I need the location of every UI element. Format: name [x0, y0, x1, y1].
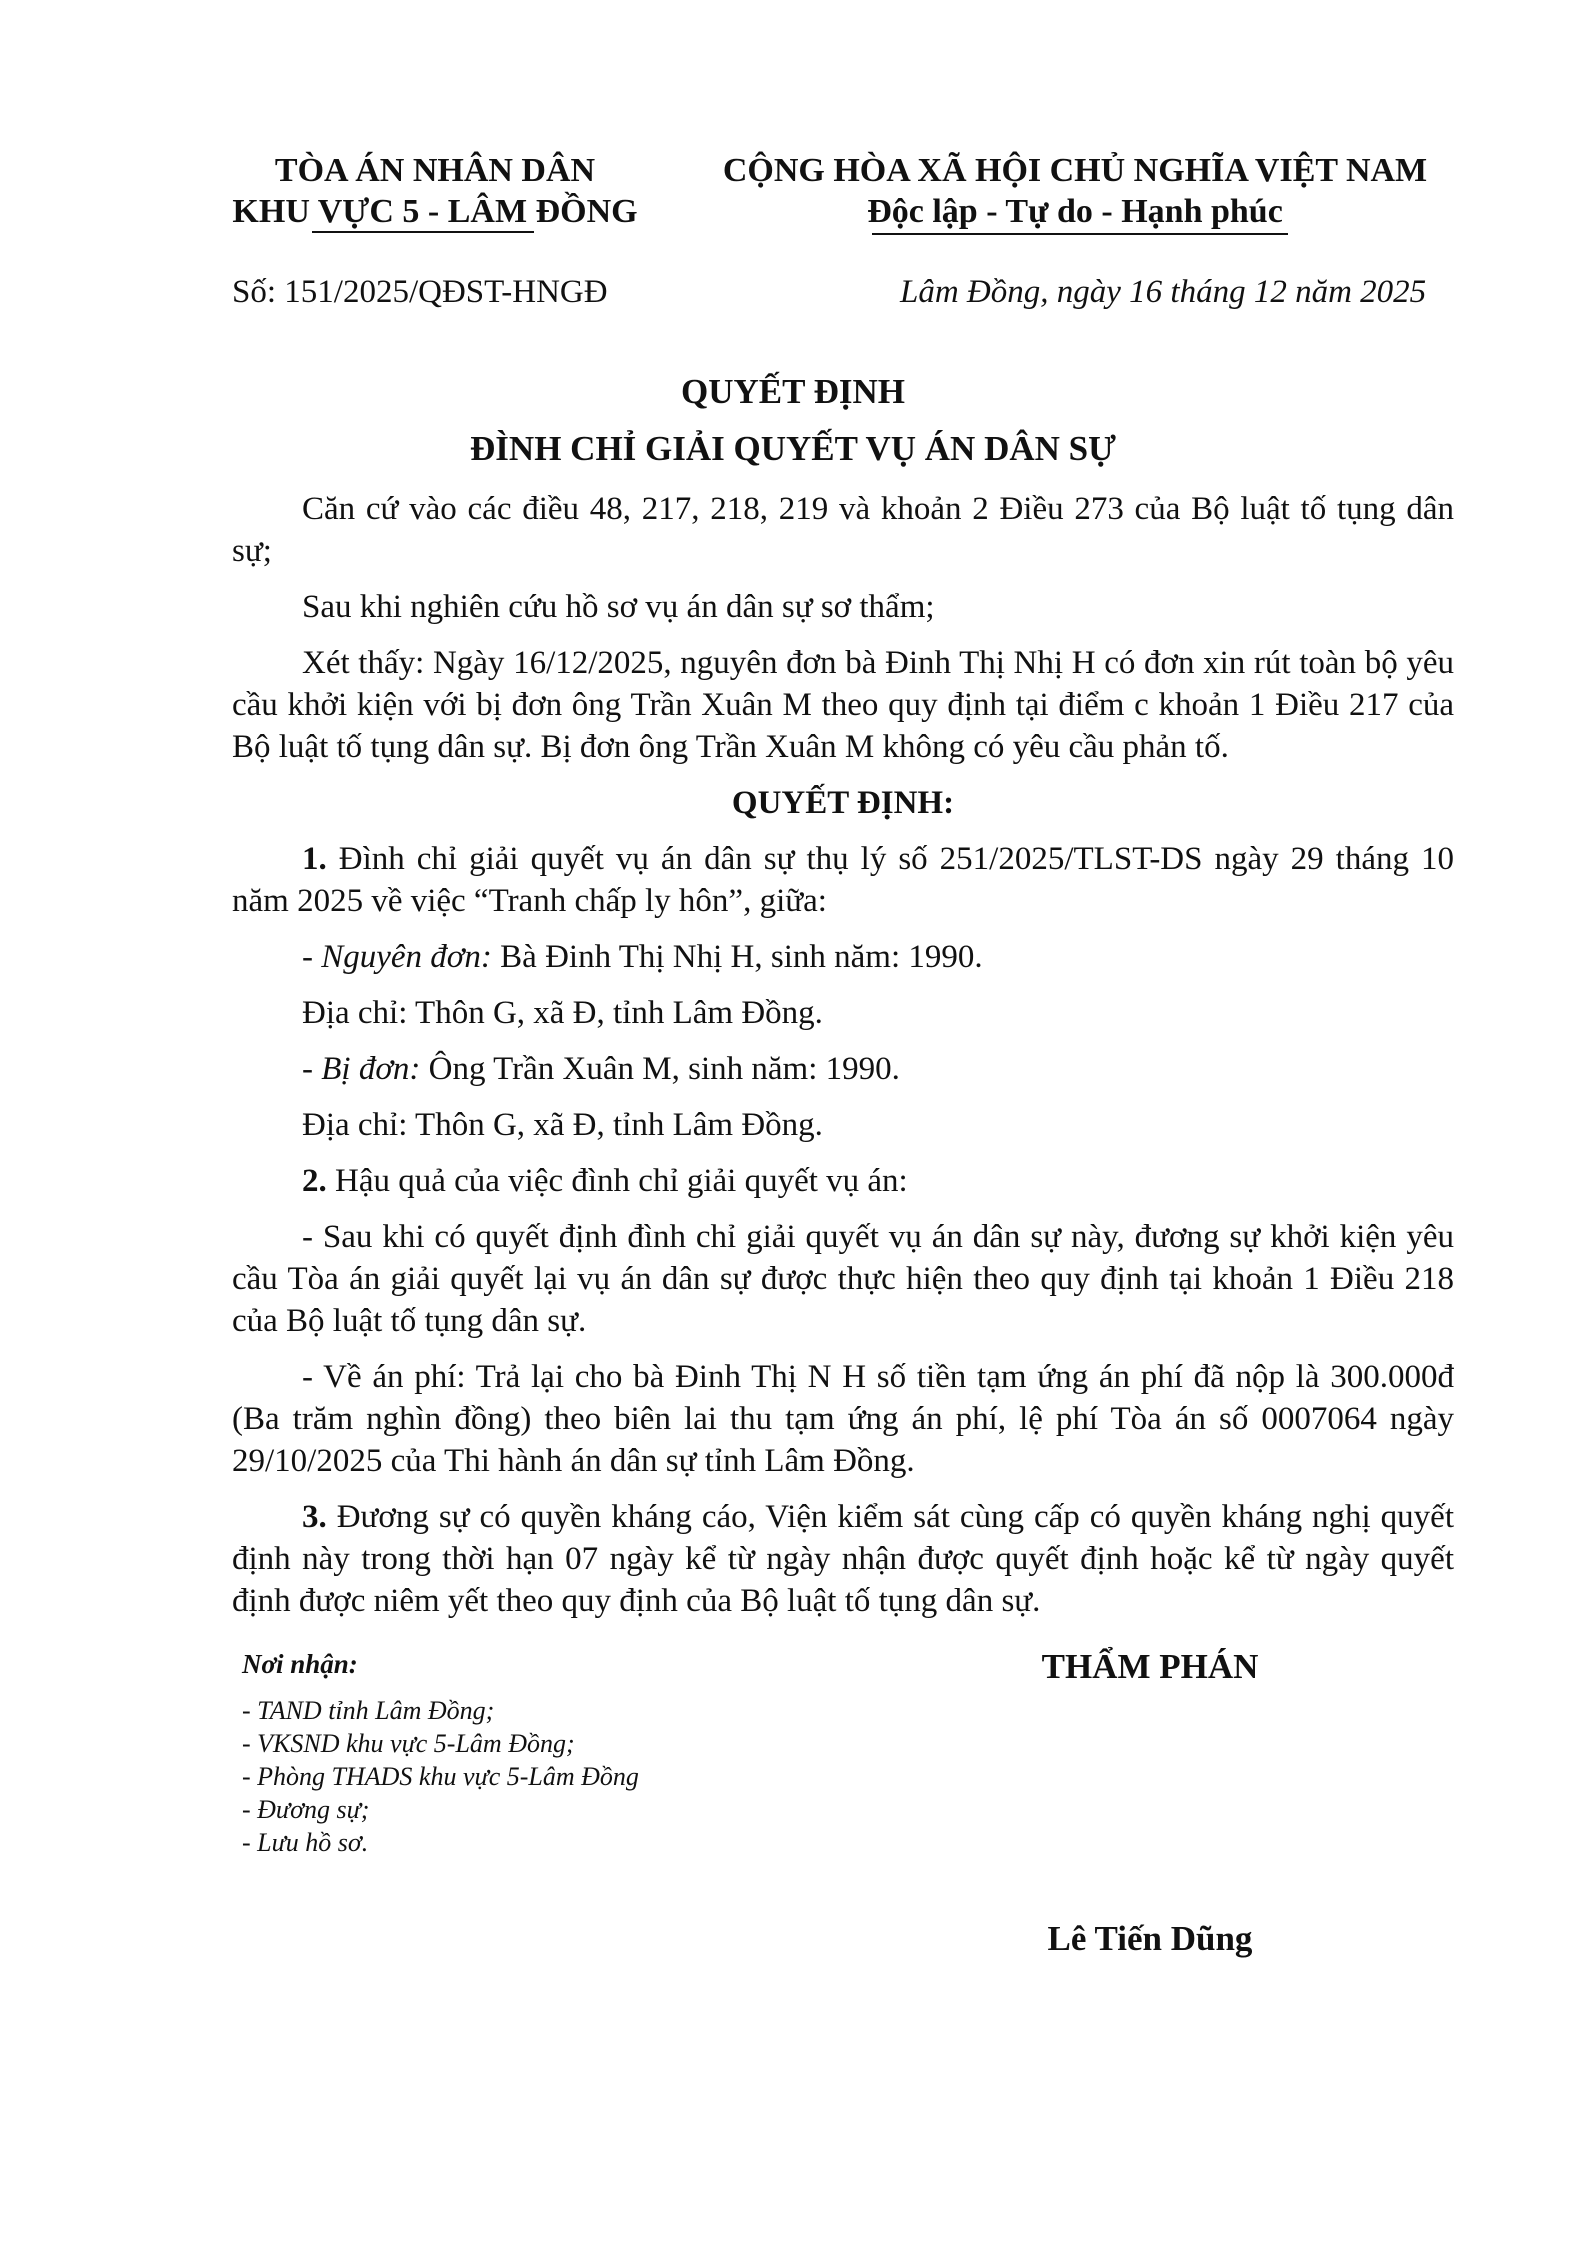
signer-title: THẨM PHÁN: [1041, 1647, 1259, 1686]
decision-item-3: [232, 1496, 1454, 1622]
plaintiff-line: [232, 936, 1454, 978]
state-motto-underline: [872, 233, 1288, 235]
recipient-item: - TAND tỉnh Lâm Đồng;: [242, 1696, 495, 1725]
court-name: TÒA ÁN NHÂN DÂN: [274, 152, 596, 189]
decision-item-1: [232, 838, 1454, 922]
document-number: Số: 151/2025/QĐST-HNGĐ: [232, 274, 608, 310]
state-motto: Độc lập - Tự do - Hạnh phúc: [867, 193, 1283, 230]
court-region: KHU VỰC 5 - LÂM ĐỒNG: [232, 193, 638, 230]
state-name: CỘNG HÒA XÃ HỘI CHỦ NGHĨA VIỆT NAM: [722, 152, 1428, 189]
item-text: Đương sự có quyền kháng cáo, Viện kiểm sát cùng cấp có quyền kháng nghị quyết định này trong thời hạn 07 ngày kể từ ngày nhận được quyết định hoặc kể từ ngày quyết định được niêm yết theo quy định của Bộ luật tố tụng dân sự.: [232, 1499, 1454, 1619]
document-body: [232, 488, 1454, 1636]
recipient-item: - VKSND khu vực 5-Lâm Đồng;: [242, 1729, 575, 1758]
court-header-underline: [312, 231, 534, 233]
defendant-line: [232, 1048, 1454, 1090]
court-header: [190, 150, 680, 232]
defendant-text: Ông Trần Xuân M, sinh năm: 1990.: [420, 1051, 900, 1087]
research-statement: Sau khi nghiên cứu hồ sơ vụ án dân sự sơ thẩm;: [302, 589, 935, 625]
item-text: Đình chỉ giải quyết vụ án dân sự thụ lý số 251/2025/TLST-DS ngày 29 tháng 10 năm 2025 về việc “Tranh chấp ly hôn”, giữa:: [232, 841, 1454, 919]
item-number: 3.: [302, 1499, 327, 1535]
recipients-block: [242, 1648, 639, 1859]
item-number: 2.: [302, 1163, 327, 1199]
recipient-item: - Phòng THADS khu vực 5-Lâm Đồng: [242, 1762, 639, 1791]
state-header: [685, 150, 1465, 232]
signer-name: Lê Tiến Dũng: [1047, 1919, 1253, 1958]
document-date: Lâm Đồng, ngày 16 tháng 12 năm 2025: [900, 274, 1427, 310]
document-subtitle: ĐÌNH CHỈ GIẢI QUYẾT VỤ ÁN DÂN SỰ: [470, 429, 1116, 468]
defendant-label: - Bị đơn:: [302, 1051, 421, 1087]
recipient-item: - Đương sự;: [242, 1795, 370, 1824]
decision-heading: QUYẾT ĐỊNH:: [731, 785, 955, 821]
item-number: 1.: [302, 841, 327, 877]
decision-item-2: [232, 1160, 1454, 1202]
consideration-paragraph: Xét thấy: Ngày 16/12/2025, nguyên đơn bà Đinh Thị Nhị H có đơn xin rút toàn bộ yêu cầu khởi kiện với bị đơn ông Trần Xuân M theo quy định tại điểm c khoản 1 Điều 217 của Bộ luật tố tụng dân sự. Bị đơn ông Trần Xuân M không có yêu cầu phản tố.: [232, 645, 1454, 765]
item-text: Hậu quả của việc đình chỉ giải quyết vụ án:: [326, 1163, 908, 1199]
legal-basis: Căn cứ vào các điều 48, 217, 218, 219 và khoản 2 Điều 273 của Bộ luật tố tụng dân sự;: [232, 491, 1454, 569]
defendant-address: Địa chỉ: Thôn G, xã Đ, tỉnh Lâm Đồng.: [302, 1107, 823, 1143]
plaintiff-label: - Nguyên đơn:: [302, 939, 492, 975]
consequence-refile: - Sau khi có quyết định đình chỉ giải quyết vụ án dân sự này, đương sự khởi kiện yêu cầu Tòa án giải quyết lại vụ án dân sự được thực hiện theo quy định tại khoản 1 Điều 218 của Bộ luật tố tụng dân sự.: [232, 1219, 1454, 1339]
document-title: QUYẾT ĐỊNH: [681, 372, 905, 411]
plaintiff-text: Bà Đinh Thị Nhị H, sinh năm: 1990.: [491, 939, 983, 975]
plaintiff-address: Địa chỉ: Thôn G, xã Đ, tỉnh Lâm Đồng.: [302, 995, 823, 1031]
consequence-court-fee: - Về án phí: Trả lại cho bà Đinh Thị N H số tiền tạm ứng án phí đã nộp là 300.000đ (Ba trăm nghìn đồng) theo biên lai thu tạm ứng án phí, lệ phí Tòa án số 0007064 ngày 29/10/2025 của Thi hành án dân sự tỉnh Lâm Đồng.: [232, 1359, 1454, 1479]
recipient-item: - Lưu hồ sơ.: [242, 1828, 369, 1857]
recipients-heading: Nơi nhận:: [242, 1649, 358, 1679]
